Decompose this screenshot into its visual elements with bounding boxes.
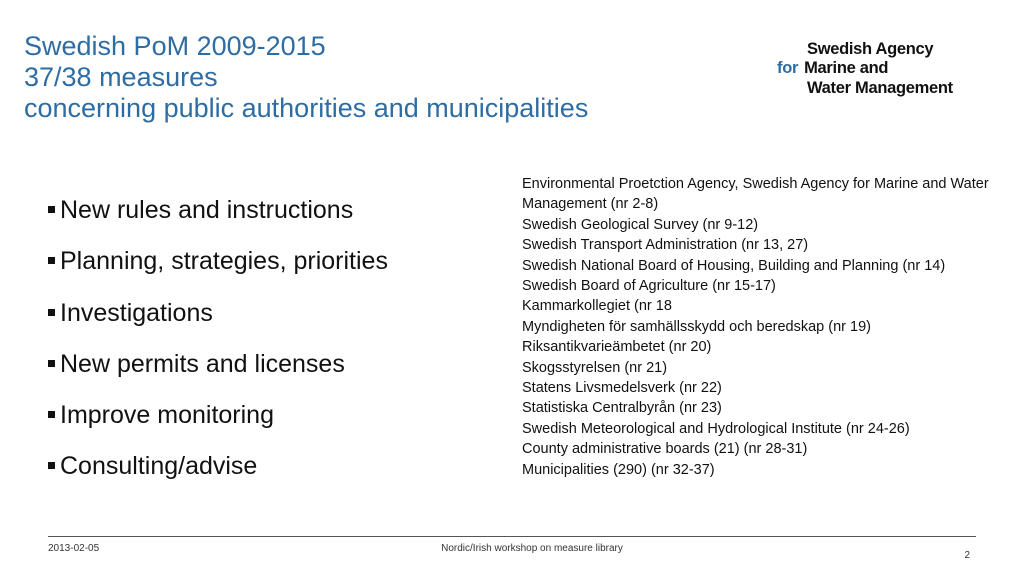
agency-item: Environmental Proetction Agency, Swedish Agency for Marine and Water Management (nr 2-8) — [522, 176, 989, 213]
square-bullet-icon — [48, 309, 55, 316]
slide-title — [24, 31, 588, 124]
square-bullet-icon — [48, 360, 55, 367]
bullet-item — [48, 346, 388, 397]
logo-for: for — [777, 59, 799, 77]
agency-item: Municipalities (290) (nr 32-37) — [522, 461, 715, 478]
footer-title: Nordic/Irish workshop on measure library — [441, 543, 623, 554]
bullet-item — [48, 192, 388, 243]
agency-item: Swedish National Board of Housing, Building and Planning (nr 14) — [522, 257, 946, 274]
agency-list — [522, 174, 994, 480]
agency-item: Riksantikvarieämbetet (nr 20) — [522, 339, 712, 356]
logo-line-2 — [777, 59, 888, 79]
bullet-text: New rules and instructions — [60, 196, 354, 224]
title-line-2: 37/38 measures — [24, 62, 218, 92]
logo-line-3: Water Management — [807, 79, 953, 97]
measure-type-list — [48, 192, 388, 500]
bullet-text: New permits and licenses — [60, 349, 345, 378]
bullet-item — [48, 243, 388, 294]
square-bullet-icon — [48, 257, 55, 264]
agency-item: Swedish Meteorological and Hydrological Institute (nr 24-26) — [522, 420, 910, 437]
agency-item: Kammarkollegiet (nr 18 — [522, 298, 672, 315]
footer-date: 2013-02-05 — [48, 543, 100, 554]
agency-item: Statistiska Centralbyrån (nr 23) — [522, 400, 722, 417]
agency-item: Myndigheten för samhällsskydd och beredskap (nr 19) — [522, 318, 871, 335]
logo-line-2-text: Marine and — [804, 59, 889, 77]
bullet-text: Improve monitoring — [60, 401, 274, 430]
page-number: 2 — [964, 550, 970, 561]
bullet-text: Planning, strategies, priorities — [60, 247, 388, 276]
agency-item: Statens Livsmedelsverk (nr 22) — [522, 380, 722, 397]
agency-item: County administrative boards (21) (nr 28-31) — [522, 441, 808, 458]
bullet-text: Consulting/advise — [60, 452, 258, 481]
agency-item: Skogsstyrelsen (nr 21) — [522, 359, 668, 376]
square-bullet-icon — [48, 462, 55, 469]
bullet-text: Investigations — [60, 298, 213, 327]
title-line-1: Swedish PoM 2009-2015 — [24, 31, 326, 61]
square-bullet-icon — [48, 411, 55, 418]
square-bullet-icon — [48, 206, 55, 213]
agency-item: Swedish Board of Agriculture (nr 15-17) — [522, 278, 776, 295]
title-line-3: concerning public authorities and municipalities — [24, 93, 589, 123]
footer-divider — [48, 536, 976, 537]
bullet-item — [48, 295, 388, 346]
bullet-item — [48, 397, 388, 448]
agency-logo — [777, 40, 987, 100]
bullet-item — [48, 448, 388, 499]
agency-item: Swedish Geological Survey (nr 9-12) — [522, 216, 759, 233]
logo-line-1: Swedish Agency — [807, 40, 934, 58]
agency-item: Swedish Transport Administration (nr 13, 27) — [522, 237, 809, 254]
